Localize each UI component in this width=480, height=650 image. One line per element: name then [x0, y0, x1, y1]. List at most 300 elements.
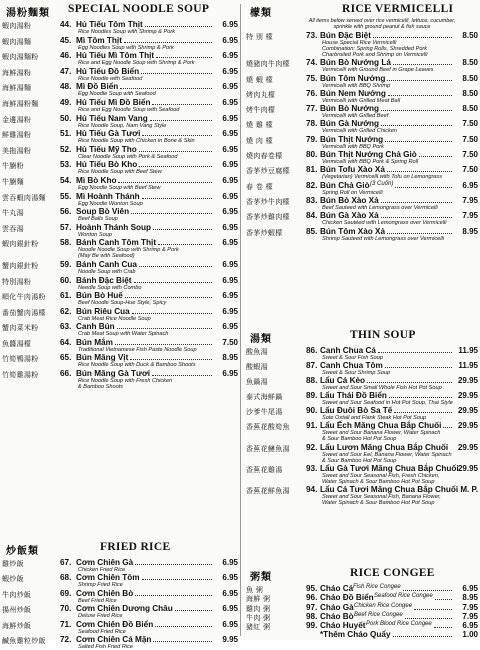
dot-leader [156, 57, 212, 58]
item-chinese-name: 香茅炒牛肉檬 [246, 197, 290, 206]
menu-item [2, 291, 238, 306]
menu-item [246, 211, 478, 226]
item-name-note: Chicken Rice Congee [354, 602, 413, 609]
item-number: 95. [306, 584, 318, 593]
item-price: 6.95 [222, 82, 238, 92]
item-number: 69. [60, 588, 72, 598]
item-name: Canh Bún [76, 322, 115, 332]
dot-leader [120, 88, 212, 89]
menu-item-row [2, 573, 238, 582]
item-number: 46. [60, 51, 72, 61]
menu-item [246, 181, 478, 196]
menu-item-row [246, 119, 478, 128]
menu-item [2, 160, 238, 175]
item-number: 73. [306, 31, 318, 40]
item-chinese-name: 香蕉花酸筍魚 [246, 423, 290, 432]
section-title: SPECIAL NOODLE SOUP [68, 3, 210, 15]
item-description: Salted Fish Fried Rice [78, 643, 134, 650]
item-chinese-name: 燒豬肉牛肉檬 [246, 60, 290, 69]
item-chinese-name: 揚州炒飯 [2, 606, 32, 615]
item-price: 7.95 [462, 602, 478, 612]
item-description: Sweet and Sour Eel, Banana Flower, Water Spinach [322, 451, 452, 458]
item-description: Egg Noodle Wonton Soup [78, 200, 143, 207]
item-description: Traditional Vietnamese Fish Paste Noodle Soup [78, 346, 197, 353]
item-name: Lẩu Thái Đồ Biển [320, 391, 387, 401]
item-number: 91. [306, 421, 318, 431]
item-chinese-name: 魚醬湯檬 [2, 339, 32, 348]
menu-item-row [2, 176, 238, 185]
item-name-note: Pork Blood Rice Congee [366, 621, 432, 628]
item-chinese-name: 酸魚湯 [246, 348, 268, 356]
menu-section [2, 540, 238, 650]
item-name: Cơm Chiên Tôm [76, 573, 140, 583]
item-name-note: Seafood Rice Congee [374, 593, 433, 600]
dot-leader [373, 37, 452, 38]
menu-item [2, 98, 238, 113]
dot-leader [135, 564, 212, 565]
dot-leader [175, 610, 212, 611]
dot-leader [434, 627, 452, 628]
item-price: 11.95 [458, 346, 478, 355]
menu-item [2, 604, 238, 619]
item-name: Bánh Canh Tôm Thịt [76, 238, 157, 248]
menu-item [246, 150, 478, 165]
item-description: Vermicelli with BBQ Pork [322, 143, 384, 150]
menu-item [246, 227, 478, 242]
item-name: Hủ Tiếu Mì Đồ Biển [76, 97, 151, 107]
item-name: Soup Bò Viên [76, 207, 130, 217]
item-description: House Special Rice Vermicelli [322, 40, 397, 46]
item-name: Cơm Chiên Đồ Biển [76, 619, 154, 629]
item-chinese-name: 蟹肉菜米粉 [2, 324, 39, 333]
menu-item-row [246, 346, 478, 355]
section-header [246, 328, 478, 346]
item-name: Lẩu Cá Tươi Măng Chua Bắp Chuối [320, 484, 459, 494]
menu-item-row [246, 391, 478, 400]
menu-item-row [246, 621, 478, 630]
item-price: 6.95 [222, 20, 238, 29]
item-number: 86. [306, 346, 318, 355]
item-description: Chicken Fried Rice [78, 567, 126, 573]
menu-item [246, 361, 478, 376]
item-chinese-name: 香茅炒豆腐檬 [246, 167, 290, 176]
menu-item [2, 238, 238, 259]
item-number: 47. [60, 66, 72, 76]
menu-item [246, 584, 478, 593]
section-chinese-title: 炒飯類 [6, 546, 39, 557]
menu-item-row [2, 82, 238, 91]
item-description: Rice and Egg Noodle Soup with Shrimp & Pork [78, 60, 195, 67]
section-title: FRIED RICE [100, 541, 171, 553]
item-description: Vermicelli with BBQ Shrimp [322, 82, 391, 89]
section-header [246, 2, 478, 20]
dot-leader [131, 213, 212, 214]
item-description: Sweet and Sour Banana Flower, Water Spinach [322, 430, 441, 437]
item-description: Rice and Egg Noodle Soup with Seafood [78, 106, 180, 113]
dot-leader [158, 244, 212, 245]
menu-item [246, 630, 478, 639]
item-number: 50. [60, 113, 72, 123]
item-name: Hủ Tiếu Bò Kho [76, 160, 138, 170]
menu-item-row [246, 443, 478, 452]
item-number: 88. [306, 376, 318, 386]
item-name: Bánh Canh Cua [76, 259, 137, 269]
menu-item-row [2, 307, 238, 316]
item-price: 29.95 [457, 406, 478, 416]
menu-item-row [2, 620, 238, 629]
item-price: 6.95 [222, 175, 238, 185]
item-price: 8.95 [462, 226, 478, 236]
item-name-note: (3 Cuốn) [370, 180, 394, 187]
item-number: 75. [306, 73, 318, 83]
item-description: Deluxe Fried Rice [78, 613, 123, 620]
item-name: Cơm Chiên Dương Châu [76, 604, 173, 614]
item-name: Bún Mắm [76, 337, 113, 347]
item-description: Rice Noodle Soup with Chicken in Bone & Skin [78, 138, 195, 145]
item-name: Bún Tofu Xào Xả [320, 165, 385, 175]
item-price: 6.95 [462, 621, 478, 631]
item-price: 6.95 [222, 129, 238, 139]
item-chinese-name: 蝦肉湯粉 [2, 22, 32, 30]
item-chinese-name: 蟹肉銀針粉 [2, 261, 39, 270]
item-chinese-name: 燒肉春卷檬 [246, 152, 283, 161]
item-description: Sweet and Sour Seasonal Fish, Banana Flower, [322, 493, 441, 500]
menu-item [246, 119, 478, 134]
menu-item [2, 558, 238, 573]
menu-item-row [2, 129, 238, 138]
item-chinese-name: 香蕉花鮮魚湯 [246, 486, 290, 495]
item-chinese-name: 魚 粥 [246, 586, 264, 594]
menu-item-row [246, 150, 478, 159]
menu-item-row [246, 406, 478, 415]
menu-item [246, 165, 478, 180]
item-name: Lẩu Gà Tươi Măng Chua Bắp Chuối [320, 463, 459, 473]
menu-item [2, 67, 238, 82]
item-number: 97. [306, 602, 318, 612]
dot-leader [388, 95, 452, 96]
menu-item-row [2, 20, 238, 29]
item-description: Vermicelli with Grilled Beef [322, 113, 389, 120]
menu-item-row [2, 276, 238, 285]
section-title: RICE VERMICELLI [342, 3, 454, 15]
dot-leader [419, 156, 452, 157]
item-description: Sote Oxtail and Flank Steak Hot Pot Soup [322, 415, 427, 422]
item-number: 53. [60, 160, 72, 170]
dot-leader [142, 135, 212, 136]
item-chinese-name: 海鮮湯粉麵 [2, 99, 39, 108]
item-name: Cháo Huyết [320, 621, 366, 631]
item-chinese-name: 順化牛肉湯粉 [2, 293, 46, 302]
item-name-note: Beef Rice Congee [354, 611, 403, 618]
item-description: Beef Balls Soup [78, 216, 118, 223]
item-chinese-name: 泰式海鮮鍋 [246, 393, 283, 402]
item-chinese-name: 雲吞蝦肉湯麵 [2, 193, 46, 202]
menu-item [2, 353, 238, 368]
dot-leader [152, 375, 212, 376]
item-name: Hoành Thánh Soup [76, 222, 152, 232]
section-chinese-title: 檬類 [250, 8, 272, 19]
item-name: Lẩu Đuôi Bò Sa Tế [320, 406, 393, 416]
menu-item [246, 443, 478, 464]
item-price: 6.95 [222, 291, 238, 301]
item-chinese-name: 蝦炒飯 [2, 575, 24, 584]
dot-leader [443, 427, 452, 428]
item-price: 6.95 [222, 35, 238, 45]
dot-leader [130, 359, 212, 360]
menu-item [246, 603, 478, 612]
item-name: Lẩu Cá Kèo [320, 376, 366, 386]
item-price: 6.95 [222, 588, 238, 598]
item-price: 11.95 [458, 361, 478, 371]
item-number: 71. [60, 619, 72, 629]
menu-item-row [246, 485, 478, 494]
item-chinese-name: 海鮮炒飯 [2, 621, 32, 630]
dot-leader [435, 599, 452, 600]
menu-item-row [246, 421, 478, 430]
dot-leader [367, 382, 452, 383]
menu-section [2, 2, 238, 391]
section-header [246, 566, 478, 584]
item-name: Bún Đặc Biệt [320, 31, 371, 40]
item-description: Water Spinach & Sour Bamboo Hot Pot Soup [322, 478, 435, 485]
item-number: 80. [306, 150, 318, 160]
item-price: 6.95 [222, 619, 238, 629]
item-number: 77. [306, 104, 318, 114]
item-number: 98. [306, 611, 318, 621]
dot-leader [414, 609, 452, 610]
item-number: 70. [60, 604, 72, 614]
item-price: 6.95 [222, 238, 238, 248]
item-price: 6.95 [222, 322, 238, 332]
menu-item-row [246, 612, 478, 621]
item-price: 7.95 [462, 195, 478, 205]
item-number: 85. [306, 226, 318, 236]
dot-leader [153, 641, 212, 642]
item-number: 66. [60, 369, 72, 379]
item-number: 48. [60, 82, 72, 92]
menu-item [246, 31, 478, 58]
item-description: Sweet and Sour Seafood in Hot Pot Soup, Thai Style [322, 400, 453, 407]
dot-leader [142, 579, 212, 580]
item-chinese-name: 鮮雞湯粉 [2, 131, 32, 140]
item-number: 51. [60, 129, 72, 139]
item-price: 7.50 [462, 150, 478, 160]
item-chinese-name: 酸蝦湯 [246, 363, 268, 372]
item-number: 74. [306, 58, 318, 68]
menu-item [2, 338, 238, 353]
item-price: 29.95 [457, 376, 478, 386]
menu-item [2, 589, 238, 604]
item-description: Egg Noodle Soup with Beef Stew [78, 184, 161, 191]
item-name: Bún Măng Gà Tươi [76, 369, 151, 379]
item-name: Bánh Đặc Biệt [76, 275, 132, 285]
item-name: Hủ Tiếu Mì Tôm Thịt [76, 51, 155, 61]
item-price: 8.50 [462, 31, 478, 40]
menu-item-row [2, 51, 238, 60]
item-name: Bún Riêu Cua [76, 306, 130, 316]
menu-item [246, 464, 478, 485]
item-name: Mì Đồ Biển [76, 82, 119, 92]
item-name: Bún Bò Nướng [320, 104, 380, 114]
item-description: & Bamboo Shoots [78, 384, 124, 391]
item-number: 83. [306, 195, 318, 205]
item-number: 76. [306, 88, 318, 98]
menu-item [246, 376, 478, 391]
item-description: Vermicelli with BBQ Pork & Spring Roll [322, 159, 419, 166]
item-price: 29.95 [457, 463, 478, 473]
item-name: Hủ Tiếu Đồ Biển [76, 66, 140, 76]
item-chinese-name: 魚鍋湯 [246, 378, 268, 387]
dot-leader [145, 26, 212, 27]
item-description: Shrimp Sauteed with Lemongrass over Vermicelli [322, 235, 444, 242]
item-number: 61. [60, 291, 72, 301]
item-name: Bún Gà Nướng [320, 119, 380, 129]
dot-leader [115, 344, 212, 345]
dot-leader [139, 151, 212, 152]
dot-leader [125, 297, 212, 298]
item-chinese-name: 雞肉 粥 [246, 604, 271, 613]
item-number: 81. [306, 165, 318, 175]
item-number: 68. [60, 573, 72, 583]
item-number: 90. [306, 406, 318, 416]
menu-item-row [246, 603, 478, 612]
menu-item [246, 612, 478, 621]
item-price: 6.95 [222, 51, 238, 61]
menu-item [2, 223, 238, 238]
item-number: 93. [306, 463, 318, 473]
item-price: 6.95 [222, 191, 238, 201]
item-description: Sweet and Sour Small Whole Fish Hot Pot Soup [322, 385, 442, 392]
item-name: Mì Tôm Thịt [76, 35, 122, 45]
item-price: 8.95 [222, 353, 238, 363]
menu-item-row [246, 376, 478, 385]
menu-item-row [2, 238, 238, 247]
menu-item-row [246, 361, 478, 370]
menu-item [246, 196, 478, 211]
item-chinese-name: 竹筍雞湯粉 [2, 371, 39, 380]
item-chinese-name: 烤肉丸檬 [246, 90, 276, 99]
menu-item-row [2, 291, 238, 300]
item-number: 44. [60, 20, 72, 29]
dot-leader [141, 73, 212, 74]
menu-item [2, 322, 238, 337]
item-chinese-name: 香蕉花鰱魚湯 [246, 444, 290, 453]
menu-item-row [246, 58, 478, 67]
menu-item-row [246, 584, 478, 593]
menu-item-row [2, 192, 238, 201]
menu-item-row [246, 89, 478, 98]
item-price: 8.50 [462, 88, 478, 98]
menu-item-row [246, 211, 478, 220]
item-price: 6.95 [222, 222, 238, 232]
item-name: Canh Chua Tôm [320, 361, 383, 371]
item-chinese-name: 牛肉 粥 [246, 613, 271, 622]
item-price: 6.95 [222, 97, 238, 107]
dot-leader [381, 217, 452, 218]
menu-item [246, 593, 478, 602]
menu-section [246, 328, 478, 506]
dot-leader [385, 141, 452, 142]
dot-leader [117, 328, 212, 329]
menu-item-row [246, 165, 478, 174]
menu-item [2, 20, 238, 35]
item-chinese-name: 金邊湯粉 [2, 115, 32, 124]
item-number: 94. [306, 484, 318, 494]
item-number: 45. [60, 35, 72, 45]
item-price: 8.95 [462, 593, 478, 603]
dot-leader [139, 166, 212, 167]
menu-item-row [2, 338, 238, 347]
item-name: Hủ Tiếu Tôm Thịt [76, 20, 143, 29]
menu-item [2, 192, 238, 207]
item-number: 79. [306, 134, 318, 144]
dot-leader [118, 182, 212, 183]
menu-item-row [246, 593, 478, 602]
item-price: 29.95 [457, 442, 478, 452]
item-chinese-name: 蝦肉銀針粉 [2, 240, 39, 249]
section-header [2, 2, 238, 20]
item-chinese-name: 香茅炒雞肉檬 [246, 213, 290, 222]
item-chinese-name: 燒 肉 檬 [246, 136, 273, 145]
item-price: 7.50 [462, 165, 478, 175]
item-description: (May Be with Seafood) [78, 253, 135, 260]
menu-item-row [246, 104, 478, 113]
item-description: Rice Noodles Soup with Shrimp & Pork [78, 29, 176, 35]
item-name-note: Fish Rice Congee [353, 584, 401, 590]
item-description: Rice Noodle Soup with Duck & Bamboo Shoots [78, 362, 196, 369]
item-name: Hủ Tiếu Nam Vang [76, 113, 148, 123]
menu-item-row [2, 604, 238, 613]
dot-leader [381, 110, 452, 111]
section-chinese-title: 湯粉麵類 [6, 8, 50, 19]
dot-leader [387, 80, 452, 81]
menu-item [2, 276, 238, 291]
menu-item [2, 307, 238, 322]
item-price: 8.50 [462, 104, 478, 114]
item-description: Sweet & Sour Fish Soup [322, 355, 383, 361]
menu-item-row [246, 135, 478, 144]
dot-leader [150, 120, 212, 121]
dot-leader [393, 64, 452, 65]
dot-leader [132, 313, 212, 314]
item-name: Bún Măng Vịt [76, 353, 129, 363]
item-price: 6.95 [222, 306, 238, 316]
item-chinese-name: 雞炒飯 [2, 560, 24, 568]
dot-leader [387, 171, 452, 172]
item-chinese-name: 牛腩粉 [2, 162, 24, 171]
dot-leader [153, 229, 212, 230]
item-price: 6.95 [222, 369, 238, 379]
menu-item-row [2, 160, 238, 169]
item-price: 6.95 [222, 275, 238, 285]
menu-section [246, 2, 478, 242]
item-name: Cơm Chiên Bò [76, 588, 134, 598]
item-chinese-name: 燒 雞 檬 [246, 121, 273, 130]
item-name: Cháo Đồ Biển [320, 593, 374, 603]
item-description: Water Spinach & Sour Bamboo Hot Pot Soup [322, 499, 435, 506]
item-chinese-name: 烤牛肉檬 [246, 106, 276, 115]
menu-item-row [246, 630, 478, 639]
item-name: Bún Gà Xào Xả [320, 211, 379, 221]
item-number: 67. [60, 558, 72, 567]
item-description: & Sour Bamboo Hot Pot Soup [322, 436, 397, 443]
dot-leader [378, 352, 452, 353]
menu-item [246, 74, 478, 89]
item-number: 58. [60, 238, 72, 248]
menu-item [2, 573, 238, 588]
item-name: Bún Bò Xào Xả [320, 195, 379, 205]
item-description: Charbroiled Pork and Shrimp on Vermicelli [322, 52, 428, 58]
